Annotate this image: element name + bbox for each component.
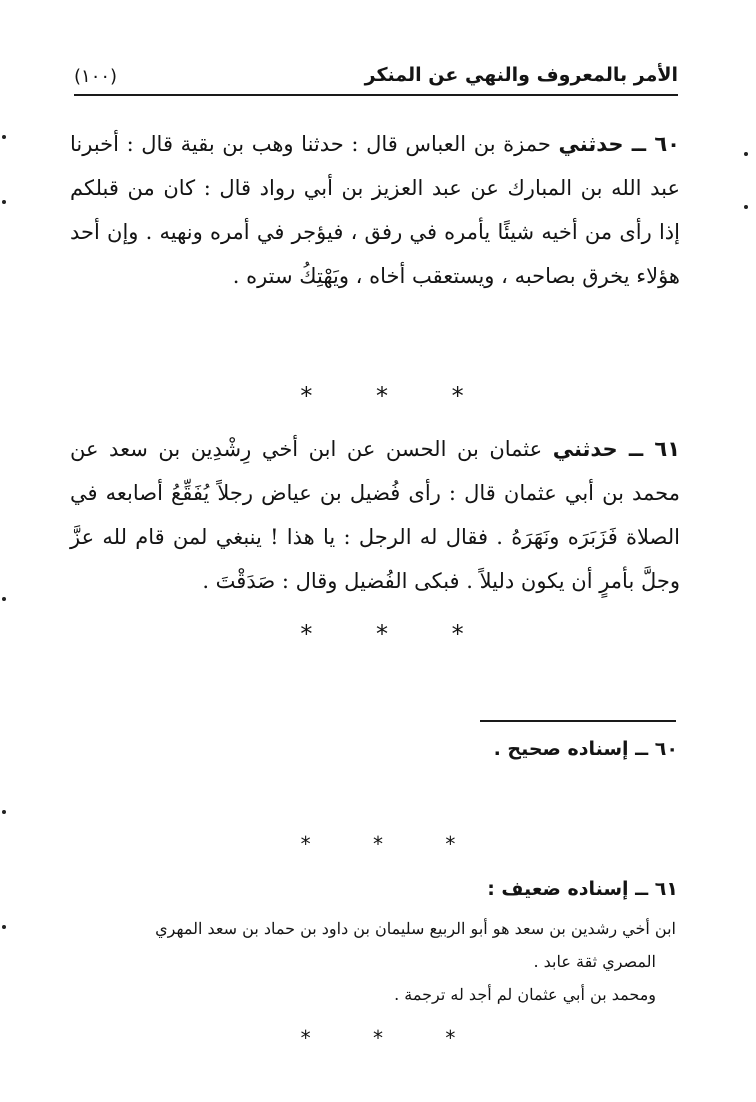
footnote-60: ٦٠ ــ إسناده صحيح . — [493, 738, 678, 760]
hadith-61-text: عثمان بن الحسن عن ابن أخي رِشْدِين بن سعد عن محمد بن أبي عثمان قال : رأى فُضيل بن عياض رجلاً يُفَقِّعُ أصابعه في الصلاة فَزَبَرَه ونَهَرَهُ . فقال له الرجل : يا هذا ! ينبغي لمن قام لله عزَّ وجلَّ بأمرٍ أن يكون دليلاً . فبكى الفُضيل وقال : صَدَقْتَ . — [70, 437, 680, 593]
hadith-61-paragraph — [70, 427, 680, 603]
margin-speck — [2, 135, 6, 139]
margin-speck — [744, 205, 748, 209]
hadith-61-label: ٦١ ــ حدثني — [552, 437, 681, 461]
page-number: (١٠٠) — [74, 66, 118, 87]
hadith-60-paragraph — [70, 122, 680, 298]
footnote-separator: * * * — [300, 832, 484, 856]
footnote-61-body — [64, 912, 676, 1011]
margin-speck — [2, 925, 6, 929]
footnote-separator: * * * — [300, 1026, 484, 1050]
footnote-rule — [480, 720, 676, 722]
section-separator: * * * — [300, 382, 492, 410]
running-header — [74, 62, 678, 92]
margin-speck — [744, 152, 748, 156]
footnote-61-line: ومحمد بن أبي عثمان لم أجد له ترجمة . — [394, 985, 656, 1004]
margin-speck — [2, 200, 6, 204]
margin-speck — [2, 597, 6, 601]
hadith-60-text: حمزة بن العباس قال : حدثنا وهب بن بقية قال : أخبرنا عبد الله بن المبارك عن عبد العزيز بن أبي رواد قال : كان من قبلكم إذا رأى من أخيه شيئًا يأمره في رفق ، فيؤجر في أمره ونهيه . وإن أحد هؤلاء يخرق بصاحبه ، ويستعقب أخاه ، ويَهْتِكُ ستره . — [70, 132, 680, 288]
running-title: الأمر بالمعروف والنهي عن المنكر — [364, 64, 678, 86]
section-separator: * * * — [300, 620, 492, 648]
hadith-60-label: ٦٠ ــ حدثني — [558, 132, 680, 156]
footnote-61-heading: ٦١ ــ إسناده ضعيف : — [487, 878, 678, 900]
footnote-61-line: ابن أخي رشدين بن سعد هو أبو الربيع سليمان بن داود بن حماد بن سعد المهري — [155, 919, 676, 938]
footnote-61-line: المصري ثقة عابد . — [533, 952, 656, 971]
header-rule — [74, 94, 678, 96]
margin-speck — [2, 810, 6, 814]
